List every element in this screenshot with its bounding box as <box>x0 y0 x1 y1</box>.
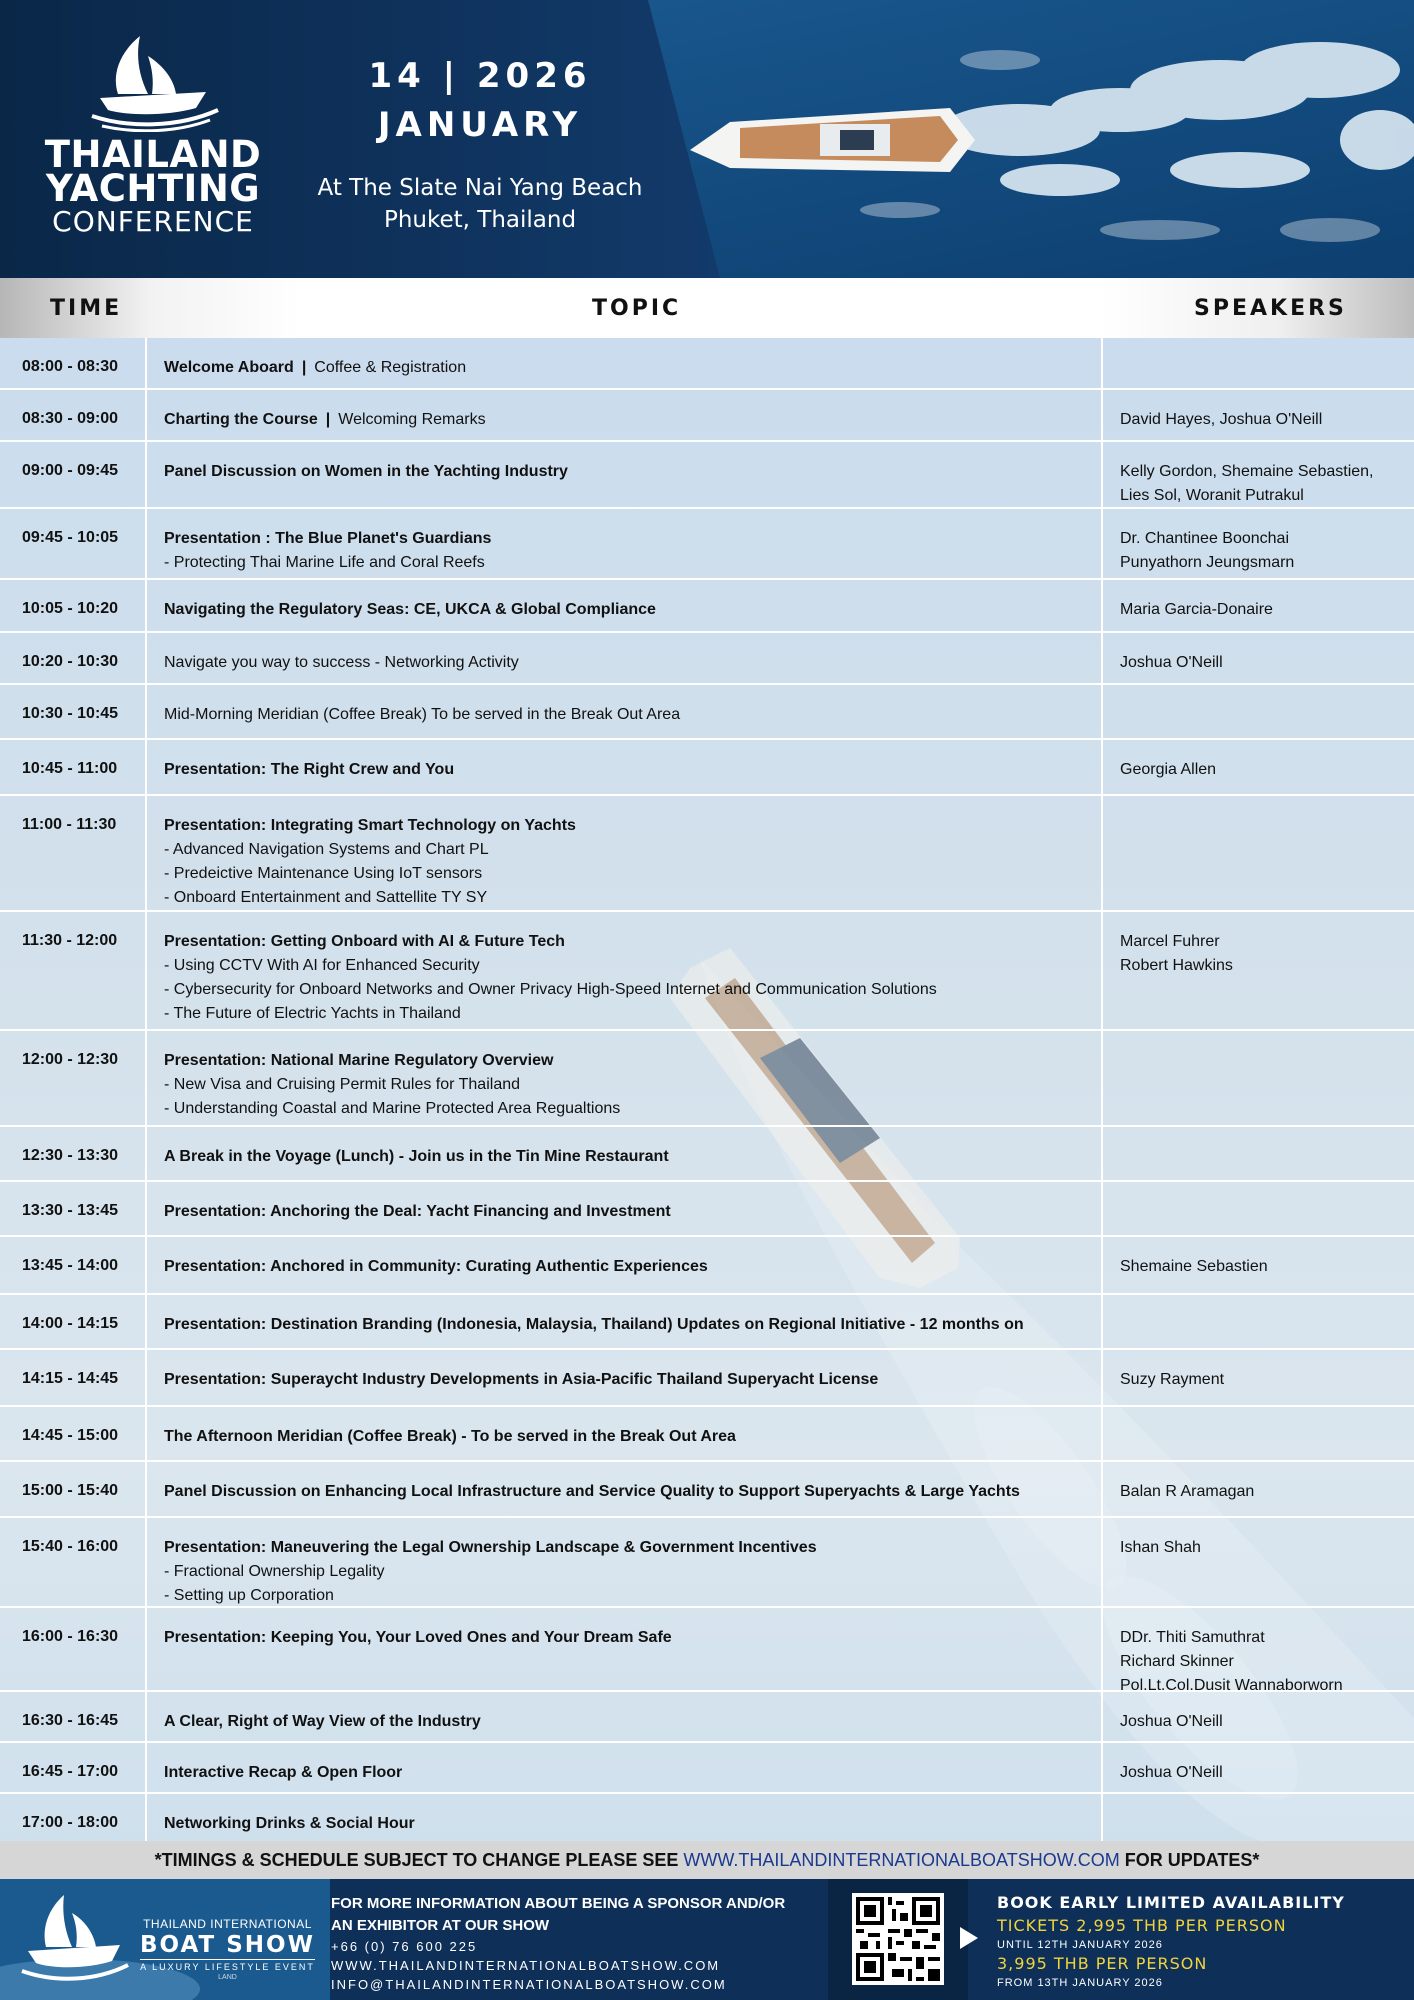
qr-code-icon[interactable] <box>852 1893 944 1985</box>
session-topic <box>147 1692 1103 1741</box>
topic-line <box>164 1480 1091 1504</box>
column-time: TIME <box>50 295 123 321</box>
date-month: JANUARY <box>377 105 583 145</box>
ticket-price-late: 3,995 THB PER PERSON <box>997 1954 1208 1973</box>
session-time: 13:30 - 13:45 <box>0 1182 147 1235</box>
play-arrow-icon <box>956 1925 982 1951</box>
topic-subpoint: - Fractional Ownership Legality <box>164 1563 385 1580</box>
topic-line <box>164 356 1091 380</box>
topic-line <box>164 1626 1091 1650</box>
topic-subpoint: - The Future of Electric Yachts in Thailand <box>164 1005 461 1022</box>
schedule-row <box>0 1608 1414 1692</box>
session-time: 14:00 - 14:15 <box>0 1295 147 1348</box>
session-time: 17:00 - 18:00 <box>0 1794 147 1841</box>
session-speakers <box>1103 1031 1414 1125</box>
session-time: 16:45 - 17:00 <box>0 1743 147 1792</box>
session-speakers <box>1103 1794 1414 1841</box>
schedule-table-area <box>0 338 1414 1841</box>
schedule-row <box>0 1350 1414 1407</box>
session-speakers <box>1103 1518 1414 1606</box>
logo-line-3: CONFERENCE <box>52 205 254 238</box>
topic-title: Presentation: Integrating Smart Technology on Yachts <box>164 817 576 834</box>
session-topic <box>147 1031 1103 1125</box>
topic-title: Presentation: Maneuvering the Legal Ownership Landscape & Government Incentives <box>164 1539 817 1556</box>
date-day-year: 14 | 2026 <box>368 56 592 96</box>
brand-tagline: A LUXURY LIFESTYLE EVENT <box>140 1959 315 1972</box>
session-topic <box>147 1462 1103 1516</box>
session-topic <box>147 912 1103 1029</box>
disclaimer-website-link[interactable]: WWW.THAILANDINTERNATIONALBOATSHOW.COM <box>683 1850 1120 1870</box>
session-topic <box>147 1295 1103 1348</box>
topic-line <box>164 651 1091 675</box>
speaker-name: Punyathorn Jeungsmarn <box>1120 554 1295 571</box>
schedule-row <box>0 390 1414 442</box>
session-time: 13:45 - 14:00 <box>0 1237 147 1293</box>
session-topic <box>147 442 1103 507</box>
schedule-row <box>0 740 1414 796</box>
topic-line <box>164 1761 1091 1785</box>
conference-logo <box>38 32 268 238</box>
topic-line <box>164 1313 1091 1337</box>
topic-title: Presentation: The Right Crew and You <box>164 761 455 778</box>
topic-title: Presentation: Anchoring the Deal: Yacht Financing and Investment <box>164 1203 671 1220</box>
sponsor-info <box>331 1893 811 1994</box>
session-time: 09:45 - 10:05 <box>0 509 147 578</box>
topic-line <box>164 598 1091 622</box>
session-time: 11:30 - 12:00 <box>0 912 147 1029</box>
disclaimer-text: *TIMINGS & SCHEDULE SUBJECT TO CHANGE PLEASE SEE <box>154 1850 684 1870</box>
topic-line <box>164 460 1091 484</box>
topic-title: Navigating the Regulatory Seas: CE, UKCA & Global Compliance <box>164 601 656 618</box>
event-date <box>300 52 660 150</box>
session-topic <box>147 509 1103 578</box>
speaker-name: Ishan Shah <box>1120 1539 1201 1556</box>
schedule-row <box>0 1518 1414 1608</box>
schedule-row <box>0 1031 1414 1127</box>
session-time: 14:45 - 15:00 <box>0 1407 147 1460</box>
schedule-row <box>0 1182 1414 1237</box>
boat-show-sail-icon <box>16 1889 136 1989</box>
website-link[interactable]: WWW.THAILANDINTERNATIONALBOATSHOW.COM <box>331 1958 721 1973</box>
schedule-row <box>0 1295 1414 1350</box>
topic-line <box>164 1255 1091 1279</box>
session-time: 15:40 - 16:00 <box>0 1518 147 1606</box>
session-speakers <box>1103 509 1414 578</box>
topic-line <box>164 1536 1091 1560</box>
session-speakers <box>1103 442 1414 507</box>
boat-show-brand <box>140 1917 315 1981</box>
session-time: 09:00 - 09:45 <box>0 442 147 507</box>
schedule-row <box>0 912 1414 1031</box>
session-speakers <box>1103 633 1414 683</box>
schedule-row <box>0 338 1414 390</box>
topic-title: Presentation: Superaycht Industry Developments in Asia-Pacific Thailand Superyacht License <box>164 1371 879 1388</box>
session-speakers <box>1103 338 1414 388</box>
column-topic: TOPIC <box>592 295 682 321</box>
event-venue <box>290 172 670 236</box>
topic-title: Presentation: Getting Onboard with AI & Future Tech <box>164 933 565 950</box>
ticket-price-early: TICKETS 2,995 THB PER PERSON <box>997 1916 1287 1935</box>
session-time: 12:00 - 12:30 <box>0 1031 147 1125</box>
book-early-title: BOOK EARLY LIMITED AVAILABILITY <box>997 1893 1345 1912</box>
session-time: 12:30 - 13:30 <box>0 1127 147 1180</box>
email-link[interactable]: INFO@THAILANDINTERNATIONALBOATSHOW.COM <box>331 1977 727 1992</box>
disclaimer-text-end: FOR UPDATES* <box>1119 1850 1260 1870</box>
speaker-name: David Hayes, Joshua O'Neill <box>1120 411 1323 428</box>
schedule-disclaimer <box>0 1841 1414 1879</box>
session-topic <box>147 1182 1103 1235</box>
topic-separator: | <box>301 359 307 376</box>
speaker-name: Joshua O'Neill <box>1120 1713 1223 1730</box>
speaker-name: Joshua O'Neill <box>1120 1764 1223 1781</box>
topic-title: A Break in the Voyage (Lunch) - Join us in the Tin Mine Restaurant <box>164 1148 669 1165</box>
topic-title: Presentation: National Marine Regulatory Overview <box>164 1052 554 1069</box>
session-time: 08:30 - 09:00 <box>0 390 147 440</box>
topic-line <box>164 814 1091 838</box>
schedule-row <box>0 1692 1414 1743</box>
topic-line <box>164 1145 1091 1169</box>
topic-title: Presentation: Destination Branding (Indonesia, Malaysia, Thailand) Updates on Regional Initiative - 12 months on <box>164 1316 1024 1333</box>
session-speakers <box>1103 390 1414 440</box>
session-speakers <box>1103 740 1414 794</box>
phone-number[interactable]: +66 (0) 76 600 225 <box>331 1939 478 1954</box>
schedule-row <box>0 442 1414 509</box>
schedule-row <box>0 1237 1414 1295</box>
session-time: 10:20 - 10:30 <box>0 633 147 683</box>
speaker-name: Shemaine Sebastien <box>1120 1258 1268 1275</box>
column-speakers: SPEAKERS <box>1194 295 1347 321</box>
session-speakers <box>1103 1237 1414 1293</box>
schedule-row <box>0 796 1414 912</box>
topic-title: Presentation : The Blue Planet's Guardians <box>164 530 492 547</box>
session-speakers <box>1103 1462 1414 1516</box>
topic-title: Panel Discussion on Women in the Yachting Industry <box>164 463 568 480</box>
schedule-row <box>0 1462 1414 1518</box>
speaker-name: Joshua O'Neill <box>1120 654 1223 671</box>
topic-title: Welcome Aboard <box>164 359 294 376</box>
topic-line <box>164 1425 1091 1449</box>
speaker-name: Suzy Rayment <box>1120 1371 1225 1388</box>
session-speakers <box>1103 685 1414 738</box>
topic-title: Presentation: Keeping You, Your Loved Ones and Your Dream Safe <box>164 1629 672 1646</box>
session-topic <box>147 338 1103 388</box>
session-time: 16:30 - 16:45 <box>0 1692 147 1741</box>
session-speakers <box>1103 580 1414 631</box>
topic-line <box>164 527 1091 551</box>
topic-title: Interactive Recap & Open Floor <box>164 1764 403 1781</box>
session-topic <box>147 633 1103 683</box>
schedule-row <box>0 1794 1414 1841</box>
topic-subpoint: - Predeictive Maintenance Using IoT sensors <box>164 865 483 882</box>
venue-line-2: Phuket, Thailand <box>383 207 577 233</box>
session-time: 16:00 - 16:30 <box>0 1608 147 1690</box>
session-time: 10:30 - 10:45 <box>0 685 147 738</box>
topic-line <box>164 930 1091 954</box>
session-topic <box>147 1794 1103 1841</box>
session-speakers <box>1103 1608 1414 1694</box>
session-topic <box>147 1608 1103 1690</box>
speaker-name: Marcel Fuhrer <box>1120 933 1220 950</box>
schedule-row <box>0 633 1414 685</box>
brand-line-1: THAILAND INTERNATIONAL <box>143 1917 312 1931</box>
session-time: 14:15 - 14:45 <box>0 1350 147 1405</box>
session-speakers <box>1103 1295 1414 1348</box>
topic-title: A Clear, Right of Way View of the Industry <box>164 1713 481 1730</box>
topic-title: Presentation: Anchored in Community: Curating Authentic Experiences <box>164 1258 708 1275</box>
session-topic <box>147 1237 1103 1293</box>
topic-line <box>164 1710 1091 1734</box>
session-speakers <box>1103 1692 1414 1741</box>
session-time: 08:00 - 08:30 <box>0 338 147 388</box>
topic-subtitle: Welcoming Remarks <box>338 411 486 428</box>
speaker-name: DDr. Thiti Samuthrat <box>1120 1629 1265 1646</box>
session-time: 15:00 - 15:40 <box>0 1462 147 1516</box>
topic-line <box>164 1200 1091 1224</box>
session-topic <box>147 1743 1103 1792</box>
column-header <box>0 278 1414 338</box>
brand-organizer: LAND <box>218 1974 237 1981</box>
topic-title: The Afternoon Meridian (Coffee Break) - To be served in the Break Out Area <box>164 1428 736 1445</box>
schedule-row <box>0 1743 1414 1794</box>
schedule-row <box>0 685 1414 740</box>
topic-title: Networking Drinks & Social Hour <box>164 1815 415 1832</box>
session-speakers <box>1103 1743 1414 1792</box>
sponsor-info-line-2: AN EXHIBITOR AT OUR SHOW <box>331 1917 550 1934</box>
topic-subpoint: - New Visa and Cruising Permit Rules for Thailand <box>164 1076 521 1093</box>
topic-text: Navigate you way to success - Networking Activity <box>164 654 519 671</box>
topic-subtitle: Coffee & Registration <box>314 359 467 376</box>
topic-subpoint: - Protecting Thai Marine Life and Coral Reefs <box>164 554 485 571</box>
session-speakers <box>1103 1350 1414 1405</box>
speaker-name: Pol.Lt.Col.Dusit Wannaborworn <box>1120 1677 1343 1694</box>
topic-title: Charting the Course <box>164 411 318 428</box>
ticket-price-late-note: FROM 13TH JANUARY 2026 <box>997 1977 1163 1989</box>
speaker-name: Kelly Gordon, Shemaine Sebastien, <box>1120 463 1374 480</box>
topic-line <box>164 1812 1091 1836</box>
speaker-name: Robert Hawkins <box>1120 957 1233 974</box>
topic-text: Mid-Morning Meridian (Coffee Break) To be served in the Break Out Area <box>164 706 681 723</box>
topic-line <box>164 703 1091 727</box>
session-time: 10:05 - 10:20 <box>0 580 147 631</box>
session-time: 11:00 - 11:30 <box>0 796 147 910</box>
logo-line-1: THAILAND <box>44 133 262 176</box>
speaker-name: Richard Skinner <box>1120 1653 1234 1670</box>
session-topic <box>147 1407 1103 1460</box>
session-topic <box>147 390 1103 440</box>
ticket-info <box>997 1891 1397 1991</box>
session-topic <box>147 796 1103 910</box>
session-topic <box>147 685 1103 738</box>
session-speakers <box>1103 1127 1414 1180</box>
session-topic <box>147 1350 1103 1405</box>
session-topic <box>147 1518 1103 1606</box>
topic-subpoint: - Onboard Entertainment and Sattellite TY SY <box>164 889 488 906</box>
ticket-price-early-note: UNTIL 12TH JANUARY 2026 <box>997 1939 1163 1951</box>
topic-subpoint: - Setting up Corporation <box>164 1587 334 1604</box>
brand-line-2: BOAT SHOW <box>140 1932 315 1958</box>
session-topic <box>147 740 1103 794</box>
logo-line-2: YACHTING <box>45 167 261 210</box>
topic-subpoint: - Using CCTV With AI for Enhanced Security <box>164 957 480 974</box>
schedule-table <box>0 338 1414 1841</box>
schedule-row <box>0 580 1414 633</box>
speaker-name: Georgia Allen <box>1120 761 1217 778</box>
speaker-name: Balan R Aramagan <box>1120 1483 1255 1500</box>
session-speakers <box>1103 912 1414 1029</box>
schedule-row <box>0 509 1414 580</box>
session-time: 10:45 - 11:00 <box>0 740 147 794</box>
schedule-row <box>0 1127 1414 1182</box>
speaker-name: Lies Sol, Woranit Putrakul <box>1120 487 1304 504</box>
sailboat-logo-icon <box>78 32 228 132</box>
venue-line-1: At The Slate Nai Yang Beach <box>317 175 643 201</box>
session-speakers <box>1103 1407 1414 1460</box>
topic-separator: | <box>325 411 331 428</box>
sponsor-info-line-1: FOR MORE INFORMATION ABOUT BEING A SPONSOR AND/OR <box>331 1895 786 1912</box>
schedule-row <box>0 1407 1414 1462</box>
topic-line <box>164 1368 1091 1392</box>
topic-line <box>164 1049 1091 1073</box>
topic-subpoint: - Advanced Navigation Systems and Chart PL <box>164 841 489 858</box>
topic-line <box>164 408 1091 432</box>
topic-title: Panel Discussion on Enhancing Local Infrastructure and Service Quality to Support Superyachts & Large Yachts <box>164 1483 1020 1500</box>
topic-subpoint: - Understanding Coastal and Marine Protected Area Regualtions <box>164 1100 621 1117</box>
session-topic <box>147 580 1103 631</box>
topic-line <box>164 758 1091 782</box>
session-speakers <box>1103 1182 1414 1235</box>
speaker-name: Maria Garcia-Donaire <box>1120 601 1273 618</box>
session-topic <box>147 1127 1103 1180</box>
footer <box>0 1879 1414 2000</box>
topic-subpoint: - Cybersecurity for Onboard Networks and Owner Privacy High-Speed Internet and Communication Solutions <box>164 981 937 998</box>
session-speakers <box>1103 796 1414 910</box>
header-banner <box>0 0 1414 278</box>
speaker-name: Dr. Chantinee Boonchai <box>1120 530 1289 547</box>
